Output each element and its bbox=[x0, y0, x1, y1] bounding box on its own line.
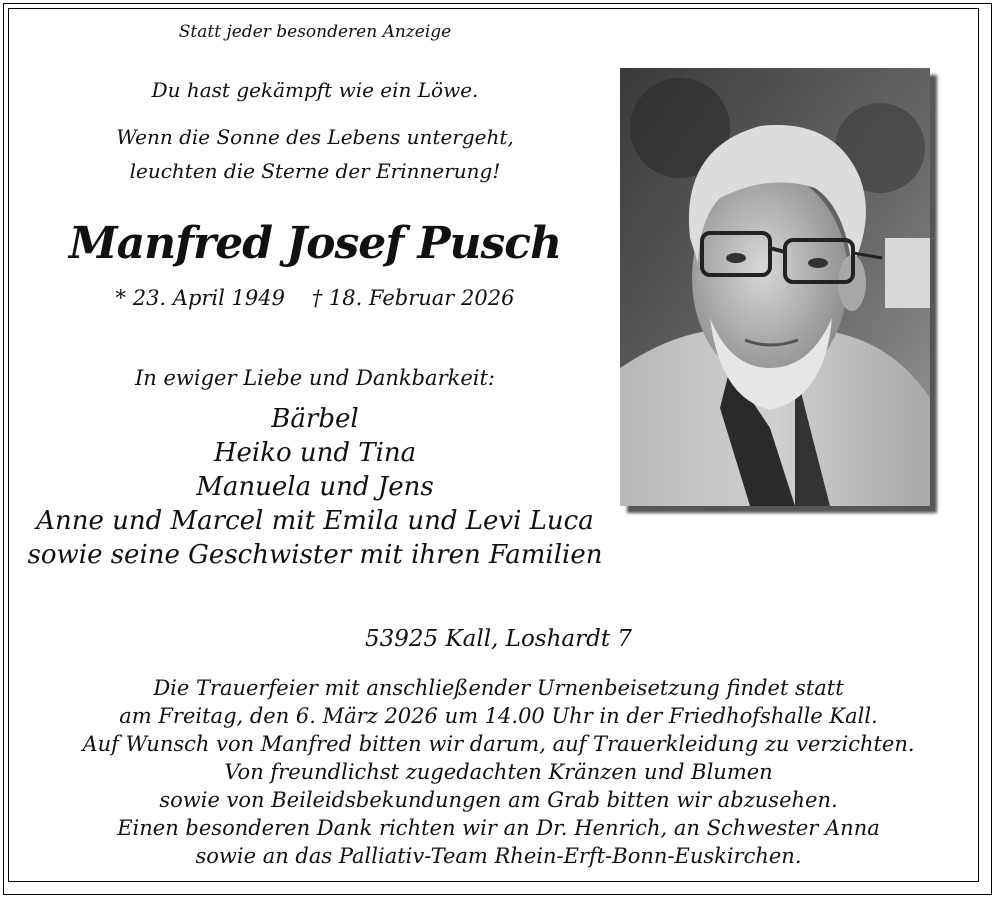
portrait-photo bbox=[620, 68, 930, 506]
quote-line-1: Du hast gekämpft wie ein Löwe. bbox=[151, 78, 479, 102]
mourner-name: Manuela und Jens bbox=[196, 472, 434, 502]
life-dates bbox=[60, 286, 570, 310]
dedication-text: In ewiger Liebe und Dankbarkeit: bbox=[135, 366, 495, 390]
notice-line: Einen besonderen Dank richten wir an Dr. Henrich, an Schwester Anna bbox=[117, 816, 880, 840]
mourner-names bbox=[20, 402, 610, 572]
notice-line: Die Trauerfeier mit anschließender Urnenbeisetzung findet statt bbox=[153, 676, 844, 700]
notice-line: Auf Wunsch von Manfred bitten wir darum, auf Trauerkleidung zu verzichten. bbox=[82, 732, 915, 756]
birth-date: * 23. April 1949 bbox=[115, 286, 285, 310]
notice-line: am Freitag, den 6. März 2026 um 14.00 Uhr in der Friedhofshalle Kall. bbox=[119, 704, 878, 728]
quote-block bbox=[60, 120, 570, 188]
kicker-text: Statt jeder besonderen Anzeige bbox=[178, 22, 452, 42]
mourner-name: Heiko und Tina bbox=[213, 438, 417, 468]
death-date: † 18. Februar 2026 bbox=[311, 286, 515, 310]
quote-line-3: leuchten die Sterne der Erinnerung! bbox=[129, 159, 501, 183]
notice-line: sowie von Beileidsbekundungen am Grab bitten wir abzusehen. bbox=[159, 788, 838, 812]
portrait-illustration bbox=[620, 68, 930, 506]
deceased-name: Manfred Josef Pusch bbox=[68, 218, 562, 269]
quote-line-2: Wenn die Sonne des Lebens untergeht, bbox=[116, 125, 514, 149]
mourner-name: sowie seine Geschwister mit ihren Familien bbox=[27, 540, 603, 570]
notice-line: sowie an das Palliativ-Team Rhein-Erft-Bonn-Euskirchen. bbox=[195, 844, 802, 868]
notice-line: Von freundlichst zugedachten Kränzen und Blumen bbox=[224, 760, 773, 784]
mourner-name: Anne und Marcel mit Emila und Levi Luca bbox=[36, 506, 594, 536]
address-text: 53925 Kall, Loshardt 7 bbox=[364, 626, 633, 652]
funeral-notice bbox=[0, 674, 997, 870]
mourner-name: Bärbel bbox=[271, 404, 359, 434]
